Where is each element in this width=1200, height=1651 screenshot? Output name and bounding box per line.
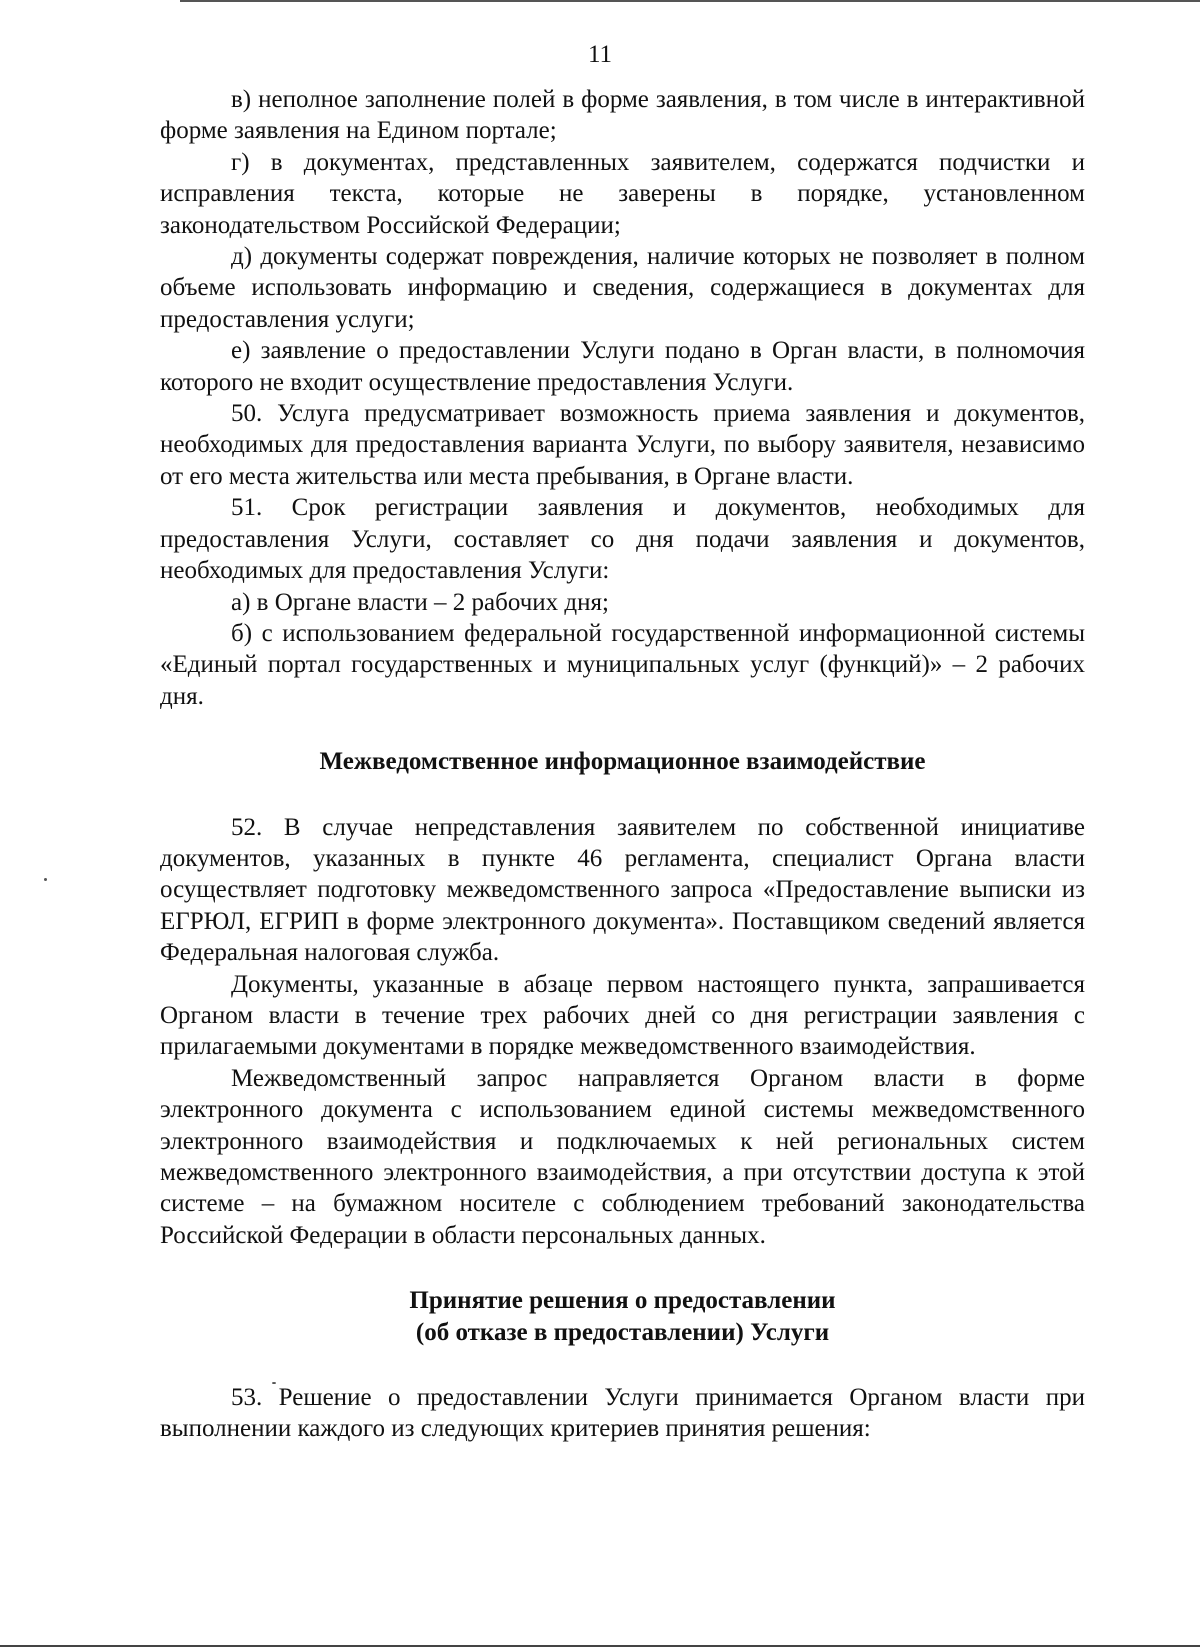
paragraph-51-a: а) в Органе власти – 2 рабочих дня;	[231, 588, 609, 616]
scan-edge-top	[180, 0, 1200, 2]
paragraph-52-documents: Документы, указанные в абзаце первом настоящего пункта, запрашивается Органом власти в течение трех рабочих дней со дня регистрации заявления с прилагаемыми документами в порядке межведомственного взаимодействия.	[160, 970, 1085, 1061]
paragraph-g: г) в документах, представленных заявителем, содержатся подчистки и исправления текста, которые не заверены в порядке, установленном законодательством Российской Федерации;	[160, 148, 1085, 239]
paragraph-51-b: б) с использованием федеральной государственной информационной системы «Единый портал государственных и муниципальных услуг (функций)» – 2 рабочих дня.	[160, 619, 1085, 710]
paragraph-v: в) неполное заполнение полей в форме заявления, в том числе в интерактивной форме заявления на Едином портале;	[160, 86, 1085, 145]
paragraph-d: д) документы содержат повреждения, наличие которых не позволяет в полном объеме использовать информацию и сведения, содержащиеся в документах для предоставления услуги;	[160, 243, 1085, 333]
paragraph-53: 53. Решение о предоставлении Услуги принимается Органом власти при выполнении каждого из следующих критериев принятия решения:	[160, 1384, 1085, 1443]
scan-speck	[44, 878, 47, 881]
section-heading-decision-line-2: (об отказе в предоставлении) Услуги	[415, 1318, 830, 1346]
section-heading-decision-line-1: Принятие решения о предоставлении	[409, 1287, 836, 1315]
document-body	[160, 84, 1085, 1445]
paragraph-50: 50. Услуга предусматривает возможность приема заявления и документов, необходимых для предоставления варианта Услуги, по выбору заявителя, независимо от его места жительства или места пребывания, в Органе власти.	[160, 400, 1085, 490]
section-heading-decision	[160, 1285, 1085, 1348]
section-heading-interagency: Межведомственное информационное взаимодействие	[319, 748, 926, 776]
paragraph-51: 51. Срок регистрации заявления и документов, необходимых для предоставления Услуги, составляет со дня подачи заявления и документов, необходимых для предоставления Услуги:	[160, 494, 1085, 585]
page-number: 11	[587, 41, 613, 68]
scan-edge-bottom	[0, 1645, 1200, 1647]
paragraph-52-request: Межведомственный запрос направляется Органом власти в форме электронного документа с использованием единой системы межведомственного электронного взаимодействия и подключаемых к ней региональных систем межведомственного электронного взаимодействия, а при отсутствии доступа к этой системе – на бумажном носителе с соблюдением требований законодательства Российской Федерации в области персональных данных.	[160, 1064, 1085, 1249]
paragraph-52: 52. В случае непредставления заявителем по собственной инициативе документов, указанных в пункте 46 регламента, специалист Органа власти осуществляет подготовку межведомственного запроса «Предоставление выписки из ЕГРЮЛ, ЕГРИП в форме электронного документа». Поставщиком сведений является Федеральная налоговая служба.	[160, 813, 1085, 967]
paragraph-e: е) заявление о предоставлении Услуги подано в Орган власти, в полномочия которого не входит осуществление предоставления Услуги.	[160, 337, 1085, 396]
